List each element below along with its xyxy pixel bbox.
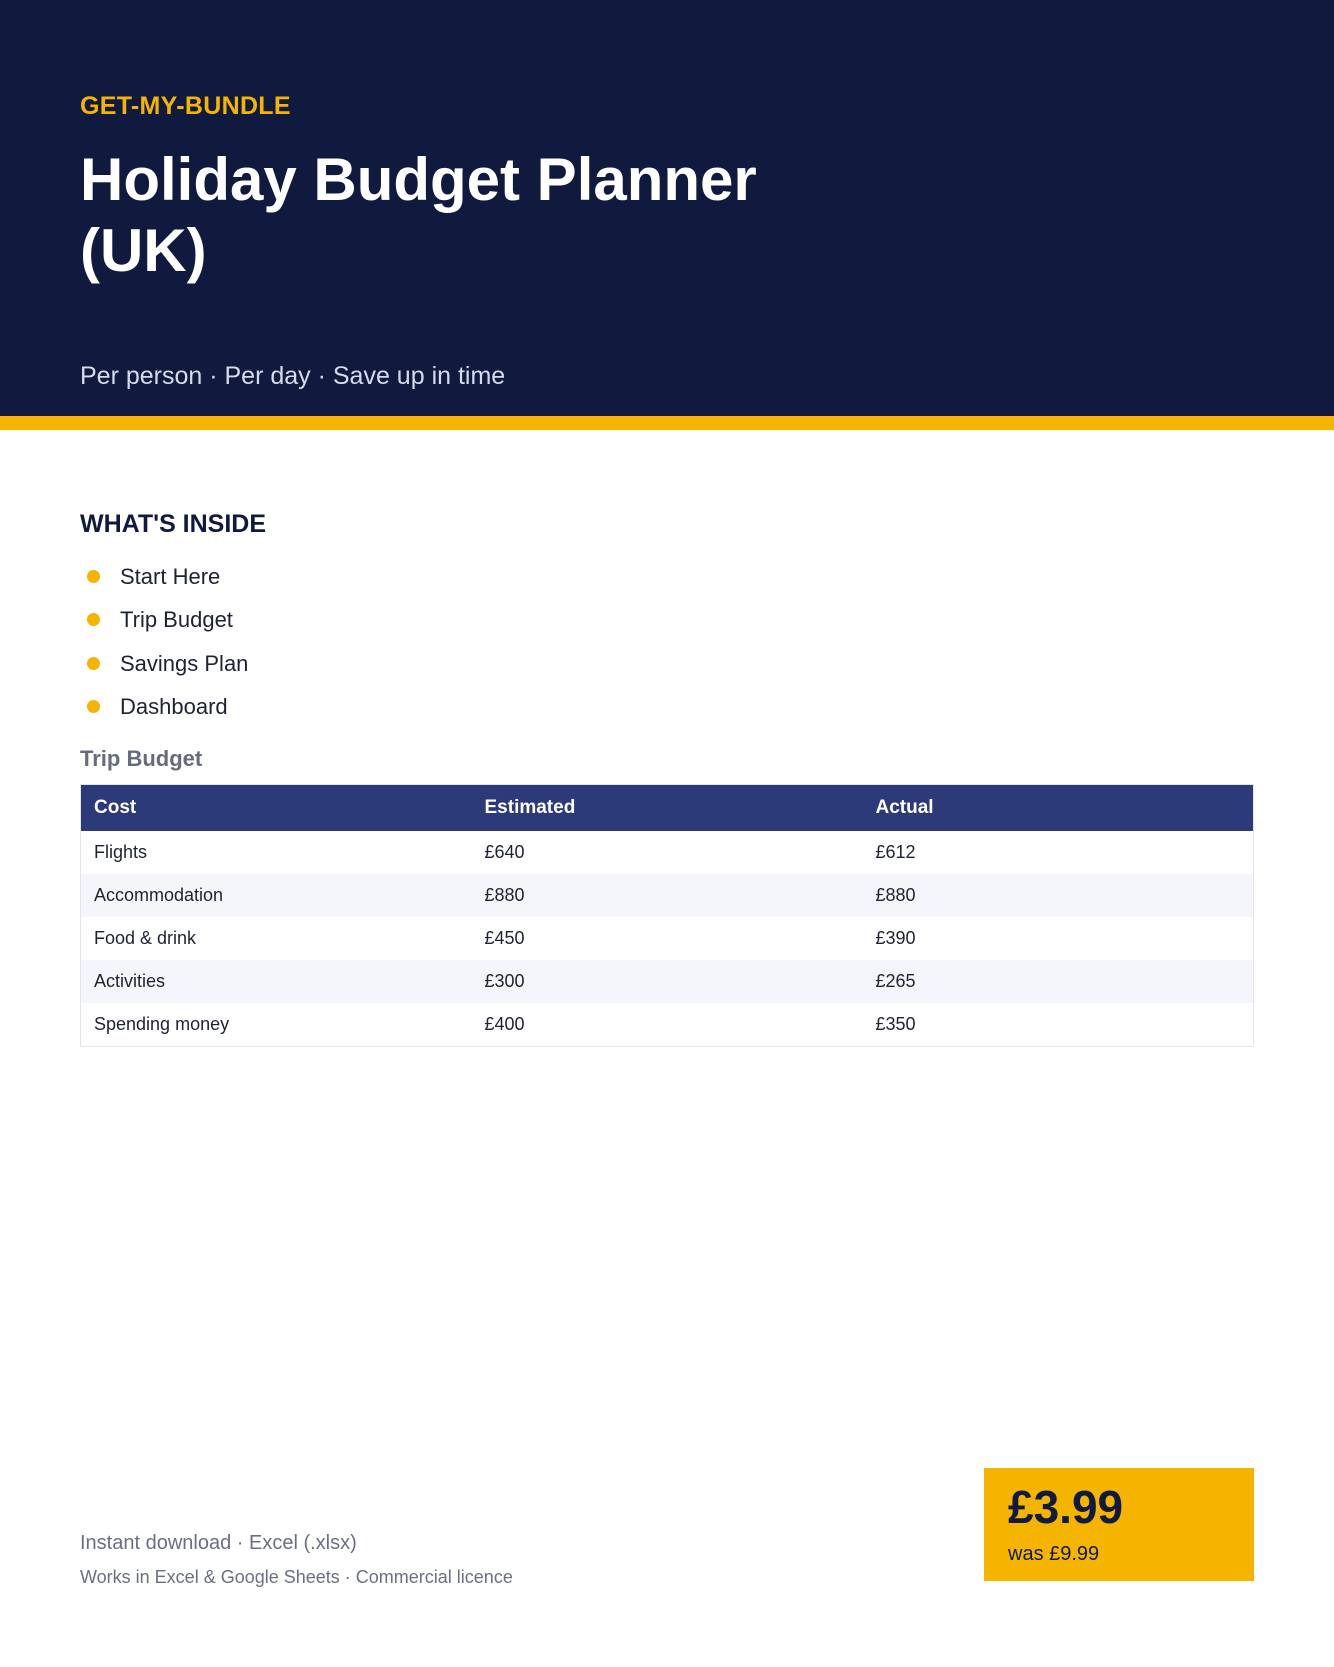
bullet-icon <box>87 657 100 670</box>
whats-inside-list <box>80 555 248 728</box>
cost-cell: Spending money <box>94 1014 230 1034</box>
column-header-cost: Cost <box>81 785 472 832</box>
original-price: was £9.99 <box>1008 1543 1100 1565</box>
current-price: £3.99 <box>1008 1481 1124 1533</box>
price-badge <box>984 1468 1254 1581</box>
estimated-cell: £880 <box>472 874 863 917</box>
table-header-row <box>81 785 1254 832</box>
estimated-cell: £450 <box>484 928 525 948</box>
list-item-label: Start Here <box>120 564 221 589</box>
list-item-label: Trip Budget <box>120 607 233 633</box>
table-caption: Trip Budget <box>80 746 203 771</box>
table-row <box>81 874 1254 917</box>
list-item <box>80 598 248 641</box>
table-row <box>81 917 1254 960</box>
table-row <box>81 831 1254 874</box>
bullet-icon <box>87 700 100 713</box>
table-row <box>81 1003 1254 1047</box>
hero-banner <box>0 0 1334 416</box>
footer-download-info: Instant download · Excel (.xlsx) <box>80 1532 357 1554</box>
list-item <box>80 685 248 728</box>
table-row <box>81 960 1254 1003</box>
list-item <box>80 642 248 685</box>
column-header-estimated: Estimated <box>472 785 863 832</box>
trip-budget-table <box>80 784 1254 1047</box>
accent-stripe <box>0 416 1334 430</box>
page-title: Holiday Budget Planner (UK) <box>80 146 757 284</box>
estimated-cell: £640 <box>484 842 525 862</box>
bullet-icon <box>87 570 100 583</box>
footer-compatibility-info: Works in Excel & Google Sheets · Commercial licence <box>80 1567 513 1587</box>
actual-cell: £390 <box>875 928 916 948</box>
actual-cell: £880 <box>863 874 1254 917</box>
list-item <box>80 555 248 598</box>
cost-cell: Activities <box>81 960 472 1003</box>
actual-cell: £350 <box>875 1014 916 1034</box>
actual-cell: £612 <box>875 842 916 862</box>
list-item-label: Dashboard <box>120 693 228 719</box>
bullet-icon <box>87 613 100 626</box>
page-subtitle: Per person · Per day · Save up in time <box>80 362 506 390</box>
cost-cell: Accommodation <box>81 874 472 917</box>
cost-cell: Flights <box>94 842 148 862</box>
actual-cell: £265 <box>863 960 1254 1003</box>
estimated-cell: £400 <box>484 1014 525 1034</box>
cost-cell: Food & drink <box>94 928 197 948</box>
list-item-label: Savings Plan <box>120 650 249 676</box>
whats-inside-heading: WHAT'S INSIDE <box>80 510 267 538</box>
column-header-actual: Actual <box>863 785 1254 832</box>
estimated-cell: £300 <box>472 960 863 1003</box>
brand-name: GET-MY-BUNDLE <box>80 92 291 120</box>
